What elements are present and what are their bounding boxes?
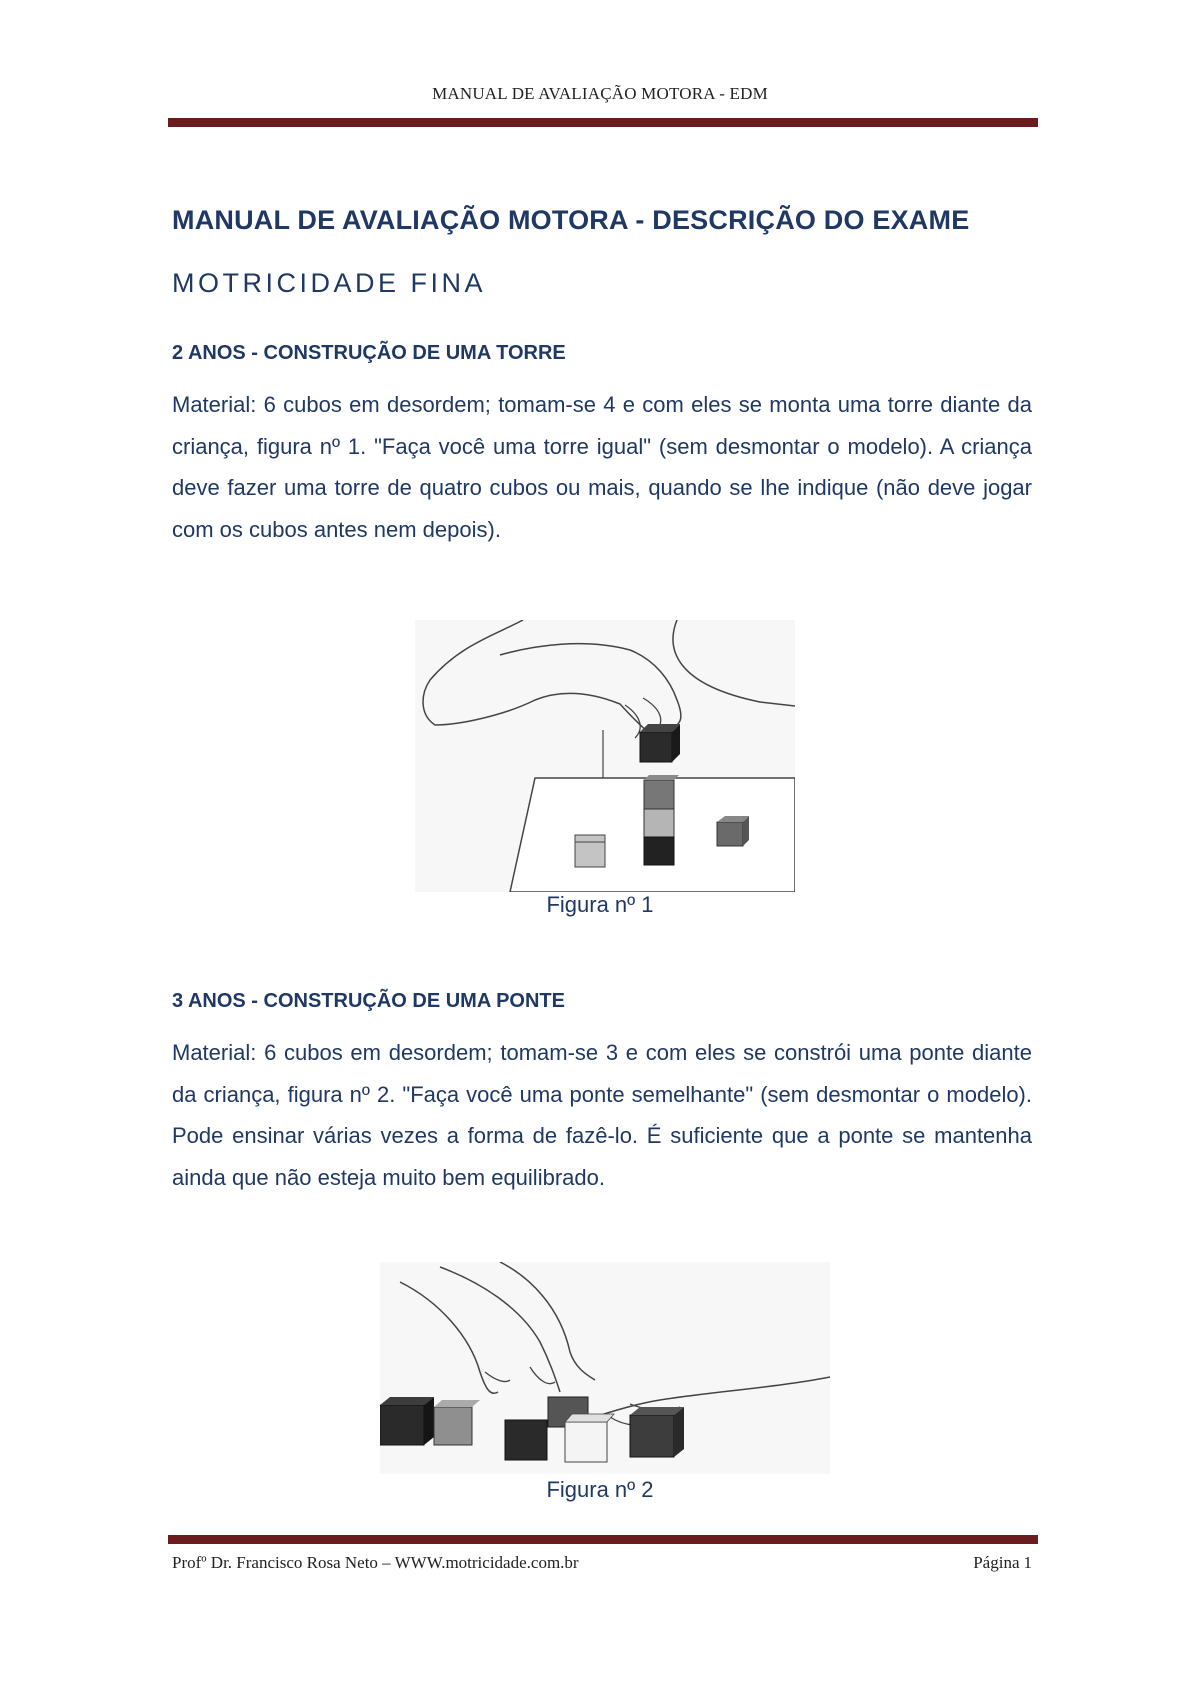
figure-caption-1: Figura nº 1: [546, 892, 654, 917]
bridge-base-right: [565, 1422, 607, 1462]
tower-cube-top: [644, 780, 674, 809]
footer-page: [969, 1553, 1032, 1573]
bridge-base-left: [505, 1420, 547, 1460]
loose-cube-grey: [717, 822, 743, 846]
footer-rule: [168, 1535, 1038, 1544]
cube-dark-right: [630, 1415, 674, 1457]
figure-bridge-image: [380, 1262, 830, 1474]
tower-cube-middle: [644, 809, 674, 837]
figure-tower-image: [415, 620, 795, 892]
section-text-tower: Material: 6 cubos em desordem; tomam-se 4 e com eles se monta uma torre diante da criança, figura nº 1. "Faça você uma torre igual" (sem desmontar o modelo). A criança deve fazer uma torre de quatro cubos ou mais, quando se lhe indique (não deve jogar com os cubos antes nem depois).: [172, 392, 1032, 542]
page-label: Página: [973, 1553, 1020, 1572]
held-cube: [640, 732, 672, 762]
cube-grey-left: [434, 1407, 472, 1445]
figure-caption-2: Figura nº 2: [546, 1477, 654, 1502]
section-heading-bridge: 3 ANOS - CONSTRUÇÃO DE UMA PONTE: [172, 990, 565, 1012]
cube-black-left: [380, 1405, 424, 1445]
footer-author: Profº Dr. Francisco Rosa Neto – WWW.motricidade.com.br: [172, 1553, 579, 1572]
loose-cube-light: [575, 835, 605, 867]
page-number: 1: [1023, 1553, 1032, 1572]
section-heading-tower: 2 ANOS - CONSTRUÇÃO DE UMA TORRE: [172, 342, 566, 364]
document-title: MANUAL DE AVALIAÇÃO MOTORA - DESCRIÇÃO DO EXAME: [172, 205, 970, 235]
page-header: MANUAL DE AVALIAÇÃO MOTORA - EDM: [432, 84, 768, 103]
section-text-bridge: Material: 6 cubos em desordem; tomam-se 3 e com eles se constrói uma ponte diante da criança, figura nº 2. "Faça você uma ponte semelhante" (sem desmontar o modelo). Pode ensinar várias vezes a forma de fazê-lo. É suficiente que a ponte se mantenha ainda que não esteja muito bem equilibrado.: [172, 1040, 1032, 1190]
document-subtitle: MOTRICIDADE FINA: [172, 268, 487, 298]
header-rule: [168, 118, 1038, 127]
tower-cube-bottom: [644, 837, 674, 865]
